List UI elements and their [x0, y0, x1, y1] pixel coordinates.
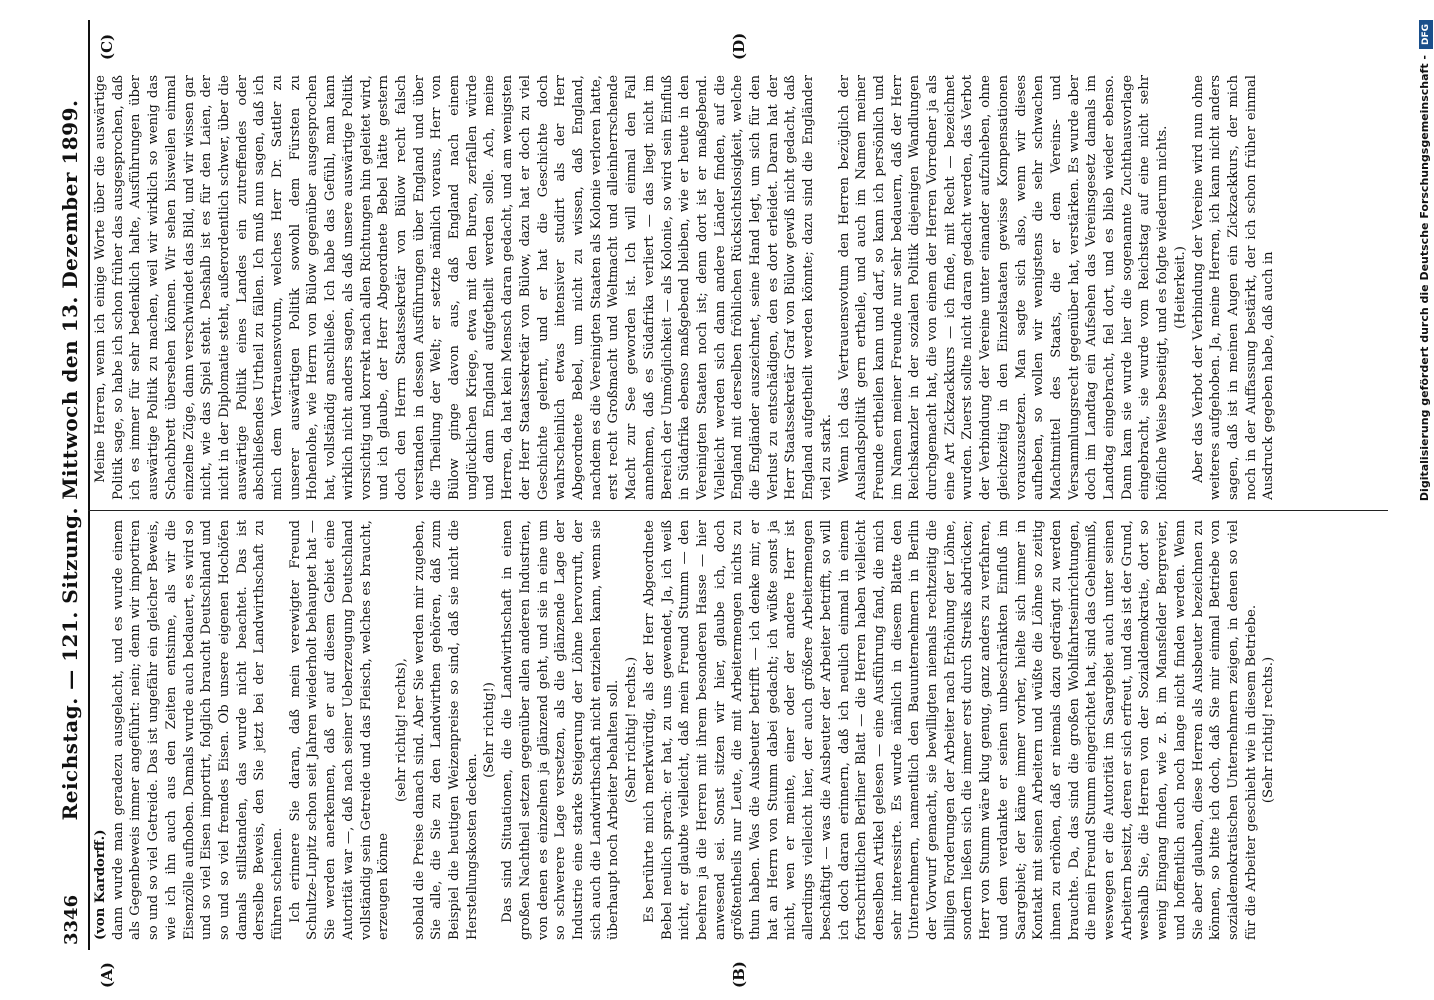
speaker-name: (von Kardorff.)	[93, 829, 108, 940]
paragraph: dann wurde man geradezu ausgelacht, und es wurde einem als Gegenbeweis immer angeführt: nein; denn wir importiren so und so viel Getreide. Das ist ungefähr ein gleicher Beweis, wie ich ihn auch aus den Zeiten entsinne, als wir die Eisenzölle aufhoben. Damals wurde auch bedauert, es wird so und so viel Eisen importirt, folglich braucht Deutschland und so und so viel fremdes Eisen. Ob unsere eigenen Hochöfen damals stillstanden, das wurde nicht beachtet. Das ist derselbe Beweis, den Sie jetzt bei der Landwirthschaft zu führen scheinen.	[110, 520, 286, 940]
paragraph: Es berührte mich merkwürdig, als der Herr Abgeordnete Bebel neulich sprach: er hat, zu uns gewendet, Ja, ich weiß nicht, er glaubte vielleicht, daß mein Freund Stumm — den beehren ja die Herren mit ihrem besonderen Hasse — hier anwesend sei. Sonst sitzen wir hier, glaube ich, doch größtentheils nur Leute, die mit Arbeitermengen nichts zu thun haben. Was die Ausbeuter betrifft — ich denke mir, er hat an Herrn von Stumm dabei gedacht; ich wüßte sonst ja nicht, wen er meinte, einer oder der andere Herr ist allerdings vielleicht hier, der auch größere Arbeitermengen beschäftigt — was die Ausbeuter der Arbeiter betrifft, so will ich doch daran erinnern, daß ich neulich einmal in einem fortschrittlichen Berliner Blatt — die Herren haben vielleicht denselben Artikel gelesen — eine Ausführung fand, die mich sehr interessirte. Es wurde nämlich in diesem Blatte den Unternehmern, namentlich den Bauunternehmern in Berlin der Vorwurf gemacht, sie bewilligten niemals rechtzeitig die billigen Forderungen der Arbeiter nach Erhöhung der Löhne, sondern ließen sich die immer erst durch Streiks abdrücken; Herr von Stumm wäre klug genug, ganz anders zu verfahren, und dem verdankte er seinen unbeschränkten Einfluß im Saargebiet; der käme immer vorher, hielte sich immer in Kontakt mit seinen Arbeitern und wüßte die Löhne so zeitig ihnen zu erhöhen, daß er niemals dazu gedrängt zu werden brauchte. Da, das sind die großen Wohlfahrtseinrichtungen, die mein Freund Stumm eingerichtet hat, sind das Geheimniß, weswegen er die Autorität im Saargebiet auch unter seinen Arbeitern besitzt, deren er sich erfreut, und das ist der Grund, weshalb Sie, die Herren von der Sozialdemokratie, dort so wenig Eingang finden, wie z. B. im Mansfelder Bergrevier, und hoffentlich auch noch lange nicht finden werden. Wenn Sie aber glauben, diese Herren als Ausbeuter bezeichnen zu können, so bitte ich doch, daß Sie mir einmal Betriebe von sozialdemokratischen Unternehmern zeigen, in denen so viel für die Arbeiter geschieht wie in diesem Betriebe.	[641, 520, 1259, 940]
margin-marker-b: (B)	[730, 961, 748, 988]
interjection: (Sehr richtig!)	[482, 682, 498, 778]
page-title: Reichstag. — 121. Sitzung. Mittwoch den 13. Dezember 1899.	[58, 99, 82, 821]
digitization-note	[1400, 0, 1434, 1000]
dfg-logo: DFG	[1419, 20, 1433, 49]
page-number: 3346	[61, 894, 82, 945]
right-column	[92, 75, 1392, 500]
paragraph: Das sind Situationen, die die Landwirthschaft in einen großen Nachtheil setzen gegenüber allen anderen Industrien, von denen es einzelnen ja glänzend geht, und sie in eine um so schwerere Lage versetzen, als die glänzende Lage der Industrie eine starke Steigerung der Löhne hervorruft, der sich auch die Landwirthschaft nicht entziehen kann, wenn sie überhaupt noch Arbeiter behalten soll.	[500, 520, 622, 940]
paragraph: Aber das Verbot der Verbindung der Vereine wird nun ohne weiteres aufgehoben. Ja, meine Herren, ich kann nicht anders sagen, daß ist in meinen Augen ein Zickzackkurs, der mich noch in der Auffassung bestärkt, der ich schon früher einmal Ausdruck gegeben habe, daß auch in	[1190, 75, 1277, 500]
margin-marker-a: (A)	[98, 962, 116, 988]
page-header	[58, 25, 88, 945]
header-rule	[88, 20, 90, 950]
interjection: (Heiterkeit.)	[1172, 246, 1188, 329]
paragraph: Ich erinnere Sie daran, daß mein verewigter Freund Schultze-Lupitz schon seit Jahren wiederholt behauptet hat — Sie werden anerkennen, daß er auf diesem Gebiet eine Autorität war —, daß nach seiner Ueberzeugung Deutschland vollständig sein Getreide und das Fleisch, welches es braucht, erzeugen könne	[287, 520, 392, 940]
margin-marker-c: (C)	[98, 33, 116, 60]
column-divider	[88, 510, 1388, 511]
interjection: (Sehr richtig! rechts.)	[1261, 656, 1277, 804]
interjection: (sehr richtig! rechts),	[393, 658, 409, 802]
digitization-note-text: Digitalisierung gefördert durch die Deutsche Forschungsgemeinschaft -	[1418, 55, 1431, 502]
paragraph: sobald die Preise danach sind. Aber Sie werden mir zugeben, Sie alle, die Sie zu den Landwirthen gehören, daß zum Beispiel die heutigen Weizenpreise so sind, daß sie nicht die Herstellungskosten decken.	[411, 520, 480, 940]
left-column	[92, 520, 1392, 940]
paragraph: Wenn ich das Vertrauensvotum den Herren bezüglich der Auslandspolitik gern ertheile, und auch im Namen meiner Freunde ertheilen kann und darf, so kann ich persönlich und im Namen meiner Freunde nur sehr bedauern, daß der Herr Reichskanzler in der sozialen Politik diejenigen Wandlungen durchgemacht hat, die von einem der Herren Vorredner ja als eine Art Zickzackkurs — ich finde, mit Recht — bezeichnet wurden. Zuerst sollte nicht daran gedacht werden, das Verbot der Verbindung der Vereine unter einander aufzuheben, ohne gleichzeitig in den Einzelstaaten gewisse Kompensationen vorauszusetzen. Man sagte sich also, wenn wir dieses aufheben, so wollen wir wenigstens die sehr schwachen Machtmittel des Staats, die er dem Vereins- und Versammlungsrecht gegenüber hat, verstärken. Es wurde aber doch im Landtag ein Aufsehen das Vereinsgesetz damals im Landtag eingebracht, fiel dort, und es blieb wieder ebenso. Dann kam sie wurde hier die sogenannte Zuchthausvorlage eingebracht, sie wurde vom Reichstag auf eine nicht sehr höfliche Weise beseitigt, und es folgte wiederum nichts.	[836, 75, 1171, 500]
paragraph: Meine Herren, wenn ich einige Worte über die auswärtige Politik sage, so habe ich schon früher das ausgesprochen, daß ich es immer für sehr bedenklich halte, Ausführungen über auswärtige Politik zu machen, weil wir wirklich so wenig das Schachbrett übersehen können. Wir sehen bisweilen einmal einzelne Züge, dann verschwindet das Bild, und wir wissen gar nicht, wie das Spiel steht. Deshalb ist es für den Laien, der nicht in der Diplomatie steht, außerordentlich schwer, über die auswärtige Politik eines Landes ein zutreffendes oder abschließendes Urtheil zu fällen. Ich muß nun sagen, daß ich mich dem Vertrauensvotum, welches Herr Dr. Sattler zu unserer auswärtigen Politik sowohl dem Fürsten zu Hohenlohe, wie Herrn von Bülow gegenüber ausgesprochen hat, vollständig anschließe. Ich habe das Gefühl, man kann wirklich nicht anders sagen, als daß unsere auswärtige Politik vorsichtig und korrekt nach allen Richtungen hin geleitet wird, und ich glaube, der Herr Abgeordnete Bebel hätte gestern doch den Herrn Staatssekretär von Bülow recht falsch verstanden in dessen Ausführungen über England und über die Theilung der Welt; er setzte nämlich voraus, Herr von Bülow ginge davon aus, daß England nach einem unglücklichen Kriege, etwa mit den Buren, zerfallen würde und dann England aufgetheilt werden solle. Ach, meine Herren, da hat kein Mensch daran gedacht, und am wenigsten der Herr Staatssekretär von Bülow, dazu hat er doch zu viel Geschichte gelernt, und er hat die Geschichte doch wahrscheinlich etwas intensiver studirt als der Herr Abgeordnete Bebel, um nicht zu wissen, daß England, nachdem es die Vereinigten Staaten als Kolonie verloren hatte, erst recht Großmacht und Weltmacht und alleinherrschende Macht zur See geworden ist. Ich will einmal den Fall annehmen, daß es Südafrika verliert — das liegt nicht im Bereich der Unmöglichkeit — als Kolonie, so wird sein Einfluß in Südafrika ebenso maßgebend bleiben, wie er heute in den Vereinigten Staaten noch ist; denn dort ist er maßgebend. Vielleicht werden sich dann andere Länder finden, auf die England mit derselben fröhlichen Rücksichtslosigkeit, welche die Engländer auszeichnet, seine Hand legt, um sich für den Verlust zu entschädigen, den es dort erleidet. Daran hat der Herr Staatssekretär Graf von Bülow gewiß nicht gedacht, daß England aufgetheilt werden könnte; dazu sind die Engländer viel zu stark.	[93, 75, 834, 500]
margin-marker-d: (D)	[730, 32, 748, 60]
interjection: (Sehr richtig! rechts.)	[624, 656, 640, 804]
